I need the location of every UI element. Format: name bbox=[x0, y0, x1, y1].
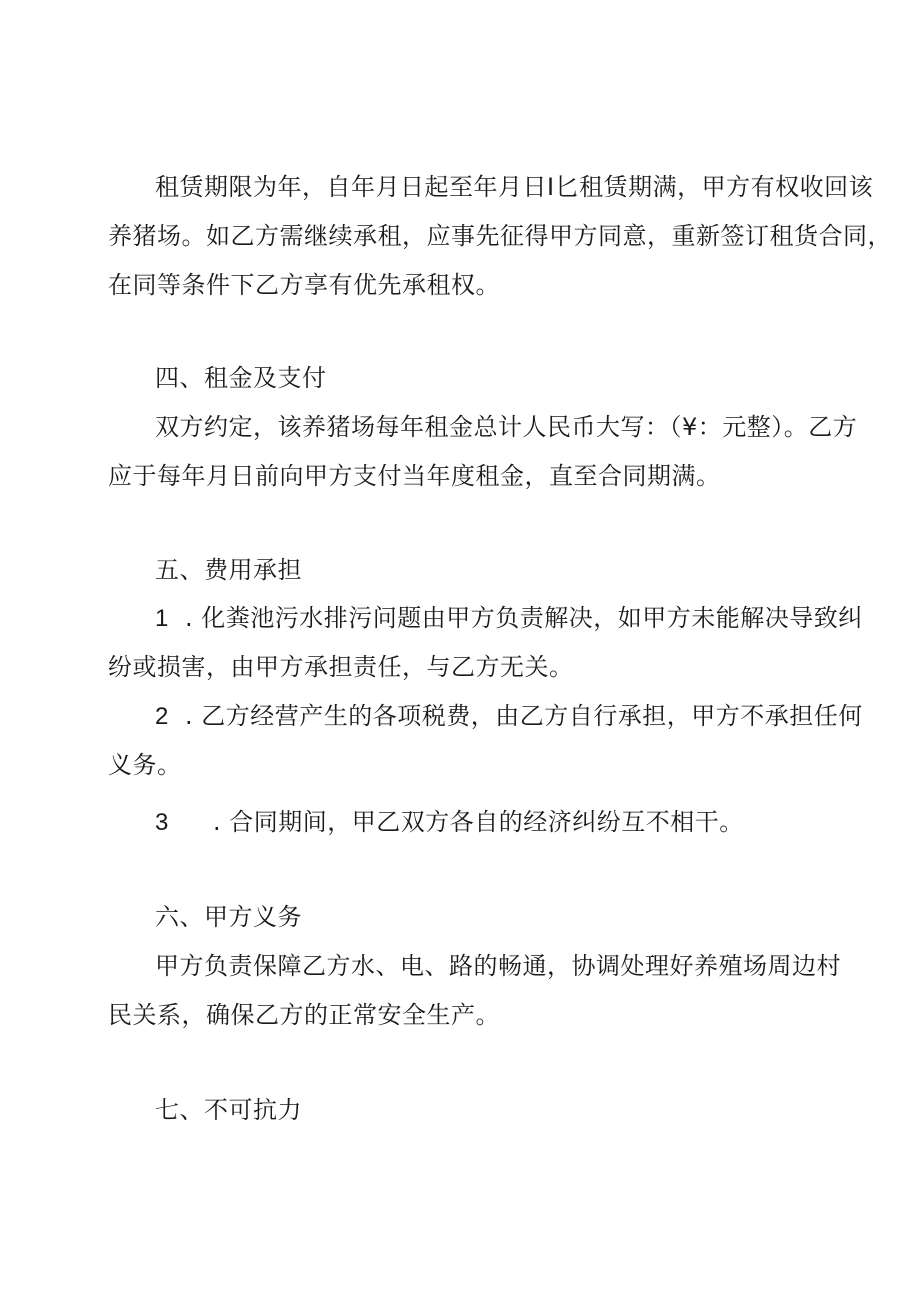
cost-item-3-text: . 合同期间，甲乙双方各自的经济纠纷互不相干。 bbox=[213, 808, 744, 836]
cost-item-1-line-2: 纷或损害，由甲方承担责任，与乙方无关。 bbox=[108, 653, 574, 681]
cost-item-2-line-1 bbox=[155, 701, 863, 732]
cost-item-2-number: 2 bbox=[155, 703, 169, 730]
party-a-duty-line-2: 民关系，确保乙方的正常安全生产。 bbox=[108, 1001, 500, 1029]
section-5-heading: 五、费用承担 bbox=[155, 556, 302, 584]
cost-item-1-line-1 bbox=[155, 603, 863, 634]
rent-line-2: 应于每年月日前向甲方支付当年度租金，直至合同期满。 bbox=[108, 462, 721, 490]
cost-item-1-number: 1 bbox=[155, 605, 169, 632]
lease-term-line-3: 在同等条件下乙方享有优先承租权。 bbox=[108, 271, 500, 299]
cost-item-1-text: . 化粪池污水排污问题由甲方负责解决，如甲方未能解决导致纠 bbox=[185, 604, 863, 632]
section-4-heading: 四、租金及支付 bbox=[155, 364, 327, 392]
section-7-heading: 七、不可抗力 bbox=[155, 1096, 302, 1124]
rent-line-1: 双方约定，该养猪场每年租金总计人民币大写：（¥：元整）。乙方 bbox=[155, 413, 858, 441]
party-a-duty-line-1: 甲方负责保障乙方水、电、路的畅通，协调处理好养殖场周边村 bbox=[155, 952, 841, 980]
cost-item-3-number: 3 bbox=[155, 809, 169, 836]
cost-item-2-text: . 乙方经营产生的各项税费，由乙方自行承担，甲方不承担任何 bbox=[185, 702, 863, 730]
cost-item-3-line-1 bbox=[155, 807, 744, 838]
lease-term-line-1: 租赁期限为年，自年月日起至年月日I匕租赁期满，甲方有权收回该 bbox=[155, 173, 874, 201]
section-6-heading: 六、甲方义务 bbox=[155, 903, 302, 931]
lease-term-line-2: 养猪场。如乙方需继续承租，应事先征得甲方同意，重新签订租货合同， bbox=[108, 222, 892, 250]
cost-item-2-line-2: 义务。 bbox=[108, 751, 182, 779]
